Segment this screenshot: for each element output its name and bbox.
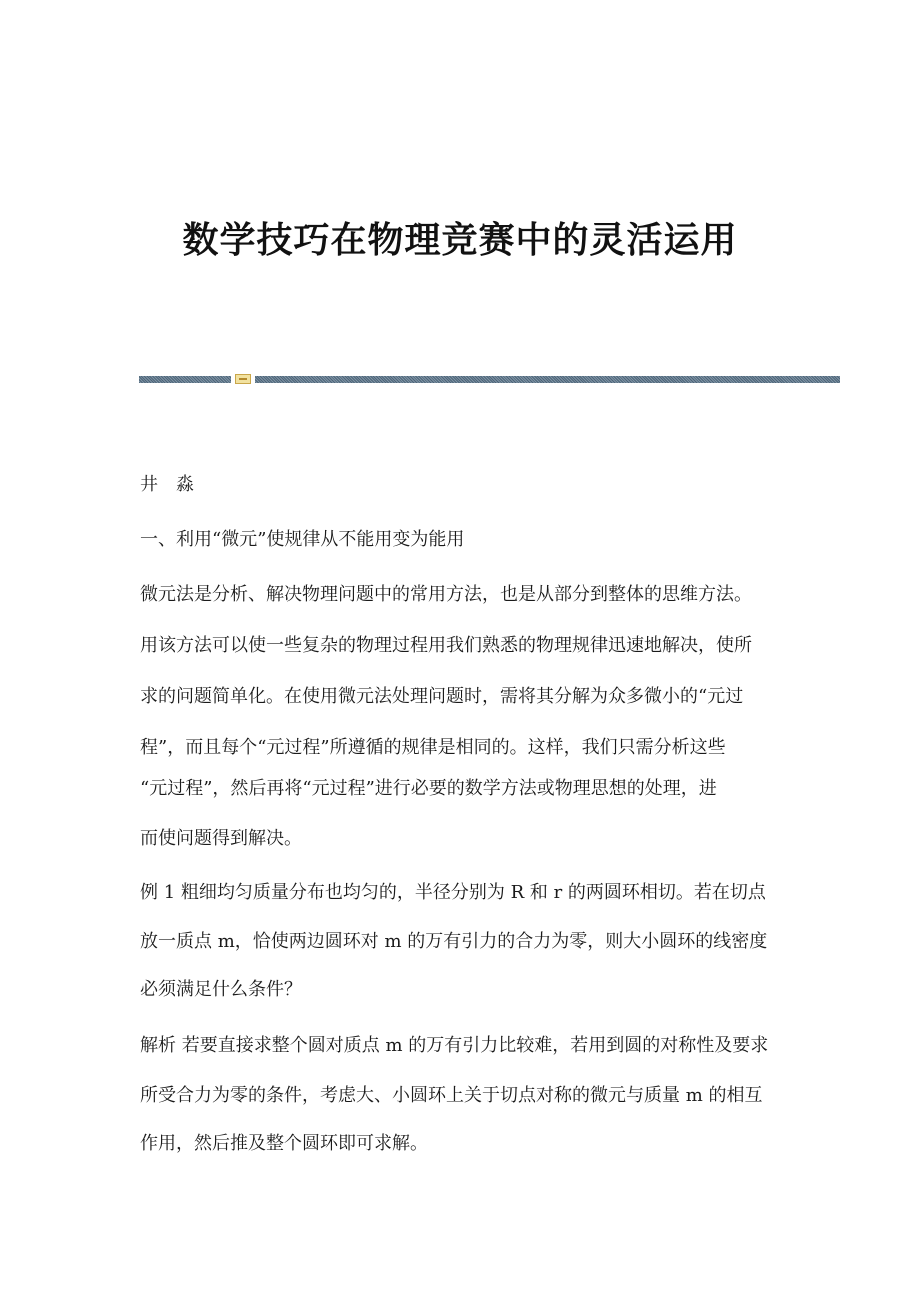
section-heading: 一、利用“微元”使规律从不能用变为能用 [140, 529, 465, 550]
paragraph-1-line-1: 微元法是分析、解决物理问题中的常用方法，也是从部分到整体的思维方法。 [140, 584, 752, 605]
paragraph-1-line-3: 求的问题简单化。在使用微元法处理问题时，需将其分解为众多微小的“元过 [140, 686, 744, 707]
author-surname: 井 [140, 474, 158, 495]
divider-bar-right [255, 376, 840, 383]
author-given-name: 淼 [176, 474, 194, 495]
paragraph-3-line-3: 作用，然后推及整个圆环即可求解。 [140, 1133, 428, 1154]
paragraph-2-line-1: 例 1 粗细均匀质量分布也均匀的，半径分别为 R 和 r 的两圆环相切。若在切点 [140, 882, 766, 903]
divider-bar-left [139, 376, 231, 383]
author-name [140, 472, 194, 498]
paragraph-1-line-6: 而使问题得到解决。 [140, 828, 302, 849]
title-divider [139, 374, 840, 384]
paragraph-1-line-4: 程”，而且每个“元过程”所遵循的规律是相同的。这样，我们只需分析这些 [140, 737, 726, 758]
document-title: 数学技巧在物理竞赛中的灵活运用 [182, 220, 738, 261]
paragraph-3-line-1: 解析 若要直接求整个圆对质点 m 的万有引力比较难，若用到圆的对称性及要求 [140, 1035, 769, 1056]
paragraph-1-line-2: 用该方法可以使一些复杂的物理过程用我们熟悉的物理规律迅速地解决，使所 [140, 635, 752, 656]
divider-emblem-icon [235, 374, 251, 384]
paragraph-2-line-3: 必须满足什么条件？ [140, 979, 302, 1000]
paragraph-3-line-2: 所受合力为零的条件，考虑大、小圆环上关于切点对称的微元与质量 m 的相互 [140, 1085, 763, 1106]
paragraph-2-line-2: 放一质点 m，恰使两边圆环对 m 的万有引力的合力为零，则大小圆环的线密度 [140, 931, 768, 952]
paragraph-1-line-5: “元过程”，然后再将“元过程”进行必要的数学方法或物理思想的处理，进 [140, 778, 717, 799]
